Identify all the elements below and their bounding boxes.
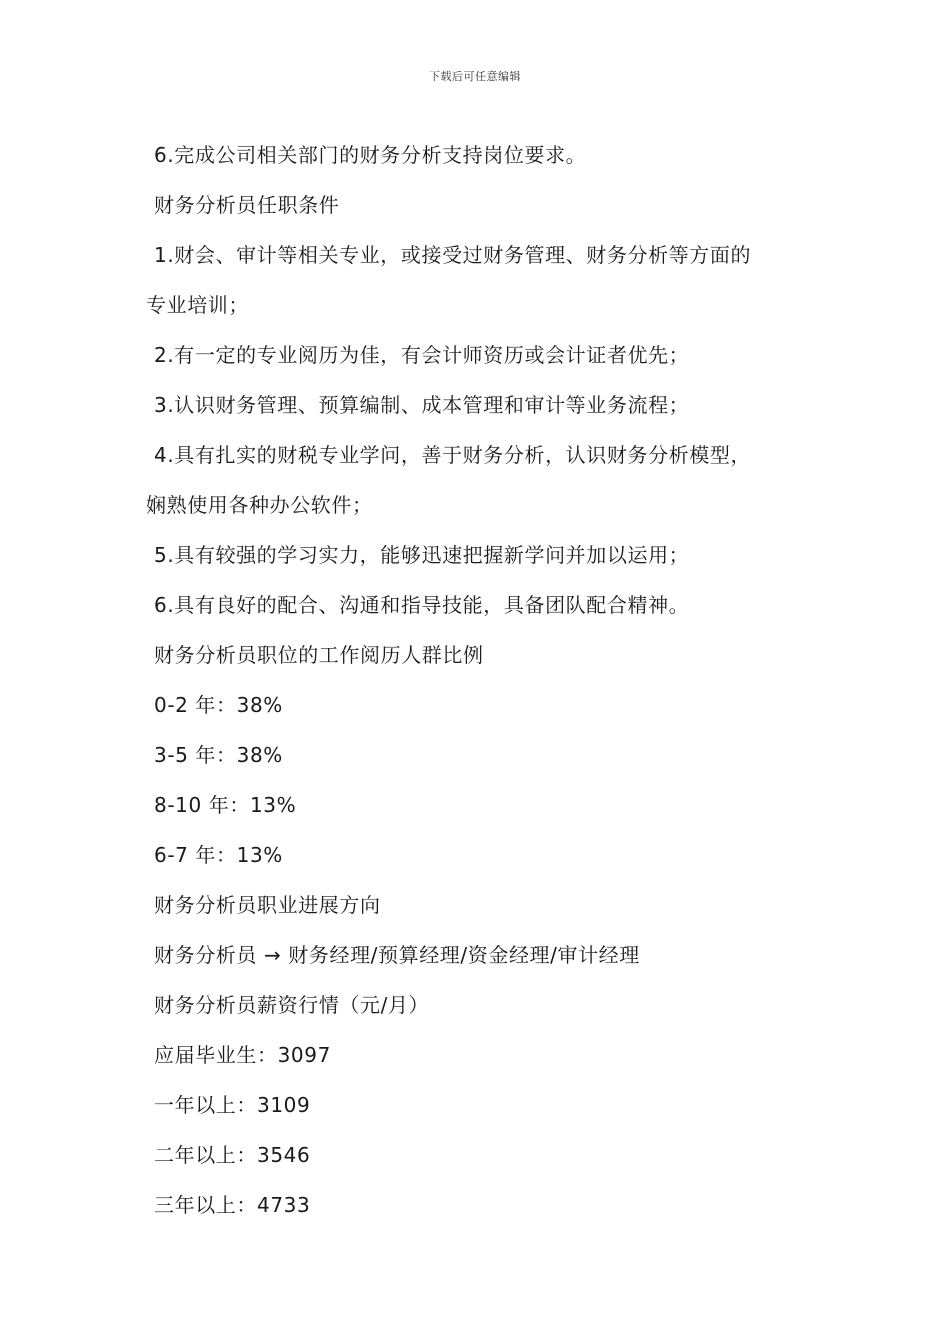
salary-line: 二年以上：3546 [154, 1143, 311, 1167]
paragraph-line: 2.有一定的专业阅历为佳，有会计师资历或会计证者优先； [154, 343, 690, 367]
paragraph-line: 3.认识财务管理、预算编制、成本管理和审计等业务流程； [154, 393, 690, 417]
salary-line: 应届毕业生：3097 [154, 1043, 331, 1067]
section-heading: 财务分析员任职条件 [154, 193, 340, 217]
paragraph-line: 5.具有较强的学习实力，能够迅速把握新学问并加以运用； [154, 543, 690, 567]
salary-line: 三年以上：4733 [154, 1193, 311, 1217]
section-heading: 财务分析员职业进展方向 [154, 893, 381, 917]
experience-ratio-line: 0-2 年：38% [154, 693, 283, 717]
section-heading: 财务分析员薪资行情（元/月） [154, 993, 430, 1017]
paragraph-line: 4.具有扎实的财税专业学问，善于财务分析，认识财务分析模型， [154, 443, 752, 467]
paragraph-line: 6.具有良好的配合、沟通和指导技能，具备团队配合精神。 [154, 593, 690, 617]
document-body [146, 130, 816, 1230]
experience-ratio-line: 6-7 年：13% [154, 843, 283, 867]
paragraph-line-continuation: 娴熟使用各种办公软件； [146, 493, 373, 517]
paragraph-line: 6.完成公司相关部门的财务分析支持岗位要求。 [154, 143, 587, 167]
page-header: 下载后可任意编辑 [429, 70, 521, 83]
salary-line: 一年以上：3109 [154, 1093, 311, 1117]
paragraph-line: 1.财会、审计等相关专业，或接受过财务管理、财务分析等方面的 [154, 243, 752, 267]
experience-ratio-line: 8-10 年：13% [154, 793, 297, 817]
paragraph-line-continuation: 专业培训； [146, 293, 249, 317]
career-path-line: 财务分析员 → 财务经理/预算经理/资金经理/审计经理 [154, 943, 640, 967]
experience-ratio-line: 3-5 年：38% [154, 743, 283, 767]
section-heading: 财务分析员职位的工作阅历人群比例 [154, 643, 484, 667]
